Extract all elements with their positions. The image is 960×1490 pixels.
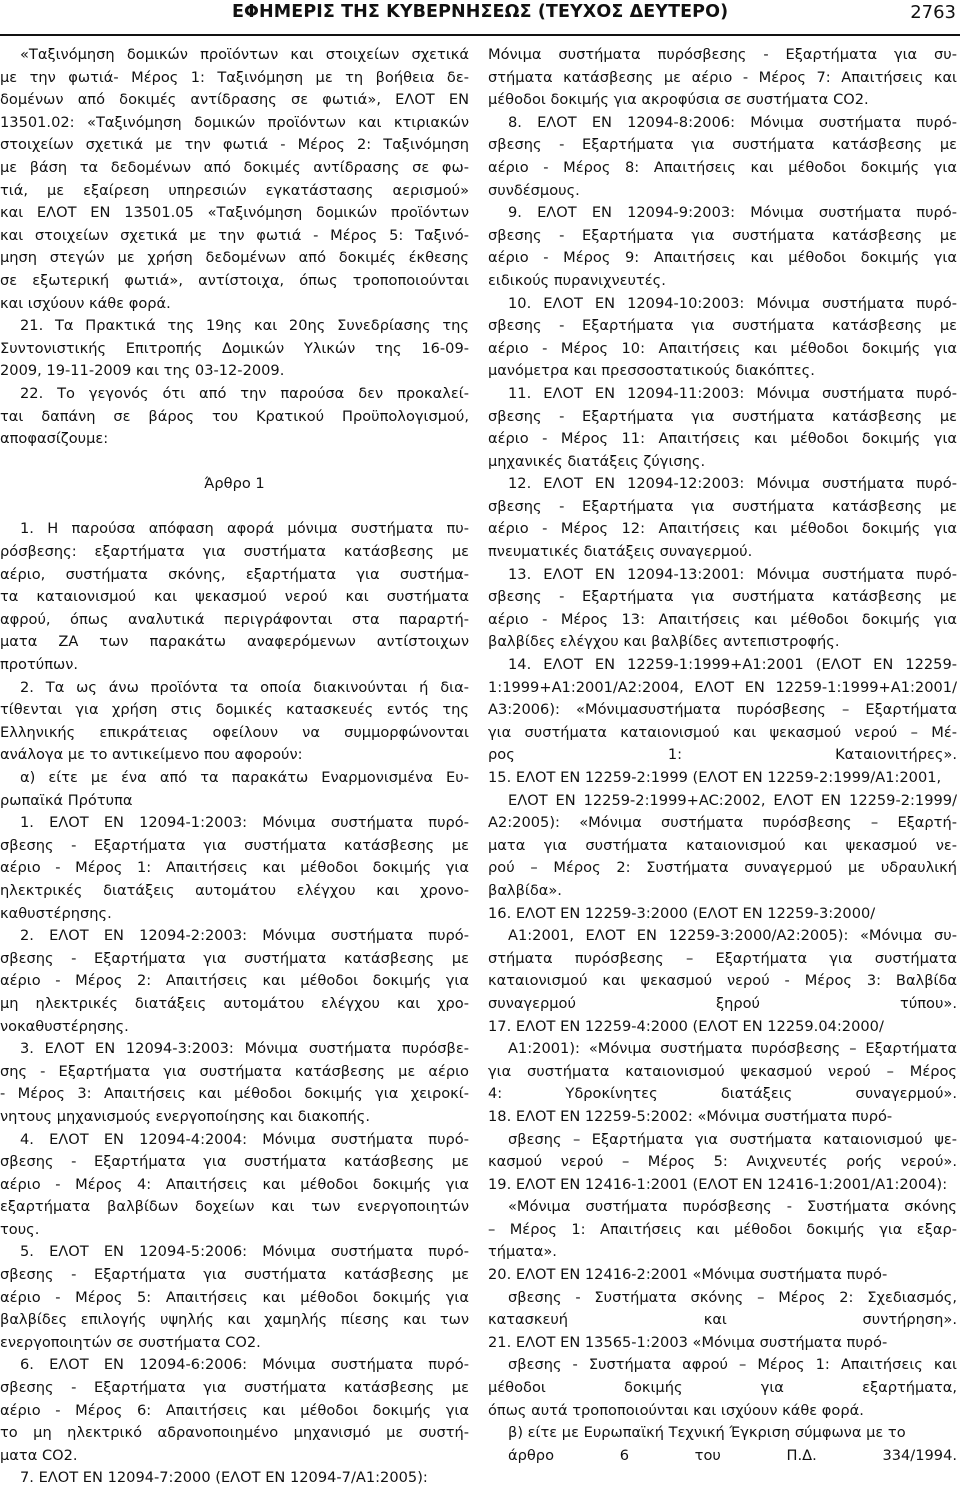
text-line: τίθενται για χρήση στις δομικές κατασκευές εντός της [0, 701, 469, 719]
text-line: ρος 1: Καταιονιτήρες». [488, 746, 957, 764]
text-line: σβεσης - Εξαρτήματα για συστήματα κατάσβεσης με [488, 407, 957, 425]
text-line: το μη ηλεκτρικό αδρανοποιημένο μηχανισμό με συστή- [0, 1424, 469, 1442]
text-line: στήματα πυρόσβεσης – Εξαρτήματα για συστήματα [488, 949, 957, 967]
text-line: σβεσης - Συστήματα σκόνης – Μέρος 2: Σχεδιασμός, [508, 1288, 957, 1306]
text-line: 1. Η παρούσα απόφαση αφορά μόνιμα συστήματα πυ- [20, 520, 469, 538]
text-line: τους. [0, 1220, 40, 1238]
text-line: 2. ΕΛΟΤ ΕΝ 12094-2:2003: Μόνιμα συστήματα πυρό- [20, 927, 469, 945]
text-line: ηλεκτρικές διατάξεις αυτομάτου ελέγχου και χρονο- [0, 881, 469, 899]
text-line: σβεσης - Εξαρτήματα για συστήματα κατάσβεσης με [0, 836, 469, 854]
text-line: σβεσης - Εξαρτήματα για συστήματα κατάσβεσης με [0, 1266, 469, 1284]
left-column [0, 44, 469, 1487]
text-line: 12. ΕΛΟΤ ΕΝ 12094-12:2003: Μόνιμα συστήματα πυρό- [508, 475, 957, 493]
text-line: ματα CO2. [0, 1446, 78, 1464]
text-line: αέριο - Μέρος 2: Απαιτήσεις και μέθοδοι δοκιμής για [0, 972, 469, 990]
text-line: «Μόνιμα συστήματα πυρόσβεσης - Συστήματα σκόνης [508, 1198, 957, 1216]
text-line: 16. ΕΛΟΤ ΕΝ 12259-3:2000 (ΕΛΟΤ ΕΝ 12259-3:2000/ [488, 904, 876, 922]
text-line: σβεσης - Εξαρτήματα για συστήματα κατάσβεσης με [488, 136, 957, 154]
text-line [0, 496, 469, 519]
text-line: καταιονισμού και ψεκασμού νερού - Μέρος 3: Βαλβίδα [488, 972, 957, 990]
text-line: αέριο - Μέρος 5: Απαιτήσεις και μέθοδοι δοκιμής για [0, 1288, 469, 1306]
text-line: καθυστέρησης. [0, 904, 112, 922]
text-line: Συντονιστικής Επιτροπής Δομικών Υλικών της 16-09- [0, 339, 469, 357]
text-line: σβεσης - Εξαρτήματα για συστήματα κατάσβεσης με [488, 317, 957, 335]
text-line: – Μέρος 1: Απαιτήσεις και μέθοδοι δοκιμής για εξαρ- [488, 1220, 957, 1238]
text-line: συναγερμού ξηρού τύπου». [488, 994, 957, 1012]
header-rule [0, 34, 960, 36]
text-line: τήματα». [488, 1243, 557, 1261]
text-line: αέριο - Μέρος 11: Απαιτήσεις και μέθοδοι δοκιμής για [488, 430, 957, 448]
text-line: αέριο - Μέρος 1: Απαιτήσεις και μέθοδοι δοκιμής για [0, 859, 469, 877]
text-line: αφρού, όπως αναλυτικά περιγράφονται στα παραρτή- [0, 610, 469, 628]
text-line: βαλβίδα». [488, 881, 562, 899]
text-line: κασμού νερού – Μέρος 5: Ανιχνευτές ροής νερού». [488, 1153, 957, 1171]
text-line: σβεσης - Εξαρτήματα για συστήματα κατάσβεσης με [488, 588, 957, 606]
text-line: και ΕΛΟΤ ΕΝ 13501.05 «Ταξινόμηση δομικών προϊόντων [0, 204, 469, 222]
text-line: σβεσης - Εξαρτήματα για συστήματα κατάσβεσης με [0, 1379, 469, 1397]
text-line: ειδικούς πυρανιχνευτές. [488, 271, 666, 289]
text-line: όπως αυτά τροποποιούνται και ισχύουν κάθε φορά. [488, 1401, 864, 1419]
text-line: νητους μηχανισμούς ενεργοποίησης και διακοπής. [0, 1107, 370, 1125]
text-line: 22. Το γεγονός ότι από την παρούσα δεν προκαλεί- [20, 384, 469, 402]
text-line: μέθοδοι δοκιμής για εξαρτήματα, [488, 1379, 957, 1397]
text-line: νοκαθυστέρησης. [0, 1017, 129, 1035]
text-line: Άρθρο 1 [204, 475, 265, 493]
text-line: Α3:2006): «Μόνιμασυστήματα πυρόσβεσης – Εξαρτήματα [488, 701, 957, 719]
text-line: Μόνιμα συστήματα πυρόσβεσης - Εξαρτήματα για συ- [488, 46, 957, 63]
text-line: 13. ΕΛΟΤ ΕΝ 12094-13:2001: Μόνιμα συστήματα πυρό- [508, 565, 957, 583]
text-line: βαλβίδες ελέγχου και βαλβίδες αντεπιστροφής. [488, 633, 840, 651]
text-line: 13501.02: «Ταξινόμηση δομικών προϊόντων και κτιριακών [0, 113, 469, 131]
text-line: μηχανικές διατάξεις ζύγισης. [488, 452, 706, 470]
text-line: μη ηλεκτρικές διατάξεις αυτομάτου ελέγχου και χρο- [0, 994, 469, 1012]
text-line: Α1:2001): «Μόνιμα συστήματα πυρόσβεσης – Εξαρτήματα [508, 1040, 957, 1058]
text-line: 5. ΕΛΟΤ ΕΝ 12094-5:2006: Μόνιμα συστήματα πυρό- [20, 1243, 469, 1261]
text-line: αέριο - Μέρος 6: Απαιτήσεις και μέθοδοι δοκιμής για [0, 1401, 469, 1419]
text-line: 4: Υδροκίνητες διατάξεις συναγερμού». [488, 1085, 957, 1103]
text-line: 4. ΕΛΟΤ ΕΝ 12094-4:2004: Μόνιμα συστήματα πυρό- [20, 1130, 469, 1148]
text-line: με βάση τα δεδομένων από δοκιμές αντίδρασης σε φω- [0, 158, 469, 176]
text-line: 17. ΕΛΟΤ ΕΝ 12259-4:2000 (ΕΛΟΤ ΕΝ 12259.04:2000/ [488, 1017, 884, 1035]
text-line: αέριο - Μέρος 10: Απαιτήσεις και μέθοδοι δοκιμής για [488, 339, 957, 357]
text-line: ΕΛΟΤ ΕΝ 12259-2:1999+AC:2002, ΕΛΟΤ ΕΝ 12259-2:1999/ [508, 791, 957, 809]
text-line: αποφασίζουμε: [0, 430, 109, 448]
text-line: σβεσης - Εξαρτήματα για συστήματα κατάσβεσης με [0, 949, 469, 967]
page-number: 2763 [910, 2, 956, 23]
text-line: 6. ΕΛΟΤ ΕΝ 12094-6:2006: Μόνιμα συστήματα πυρό- [20, 1356, 469, 1374]
text-line: στήματα κατάσβεσης με αέριο - Μέρος 7: Απαιτήσεις και [488, 68, 957, 86]
text-line: Ελληνικής επικράτειας οφείλουν να συμμορφώνονται [0, 723, 469, 741]
text-line: τιά, με εξαίρεση υπηρεσιών εγκατάστασης αερισμού» [0, 181, 469, 199]
text-line: αέριο - Μέρος 13: Απαιτήσεις και μέθοδοι δοκιμής για [488, 610, 957, 628]
text-line: άρθρο 6 του Π.Δ. 334/1994. [508, 1446, 957, 1464]
text-line: μηση στεγών με χρήση δεδομένων από δοκιμές έκθεσης [0, 249, 469, 267]
text-line: σβεσης - Εξαρτήματα για συστήματα κατάσβεσης με [0, 1153, 469, 1171]
text-line: 9. ΕΛΟΤ ΕΝ 12094-9:2003: Μόνιμα συστήματα πυρό- [508, 204, 957, 222]
text-line: α) είτε με ένα από τα παρακάτω Εναρμονισμένα Ευ- [20, 769, 469, 786]
text-line: αέριο, συστήματα σκόνης, εξαρτήματα για συστήμα- [0, 565, 469, 583]
text-line: σης - Εξαρτήματα για συστήματα κατάσβεσης με αέριο [0, 1062, 469, 1080]
text-line: σβεσης - Εξαρτήματα για συστήματα κατάσβεσης με [488, 226, 957, 244]
text-line: αέριο - Μέρος 12: Απαιτήσεις και μέθοδοι δοκιμής για [488, 520, 957, 538]
text-line: σβεσης - Εξαρτήματα για συστήματα κατάσβεσης με [488, 497, 957, 515]
text-line [0, 451, 469, 474]
text-line: με την φωτιά- Μέρος 1: Ταξινόμηση με τη βοήθεια δε- [0, 68, 469, 86]
page-header [0, 0, 960, 32]
text-line: 19. ΕΛΟΤ ΕΝ 12416-1:2001 (ΕΛΟΤ ΕΝ 12416-1:2001/Α1:2004): [488, 1175, 948, 1193]
text-line: ενεργοποιητών σε συστήματα CO2. [0, 1333, 261, 1351]
text-line: Α2:2005): «Μόνιμα συστήματα πυρόσβεσης – Εξαρτή- [488, 814, 957, 832]
text-line: ται δαπάνη σε βάρος του Κρατικού Προϋπολογισμού, [0, 407, 469, 425]
text-line: «Ταξινόμηση δομικών προϊόντων και στοιχείων σχετικά [20, 46, 469, 63]
text-line: σβεσης - Συστήματα αφρού – Μέρος 1: Απαιτήσεις και [508, 1356, 957, 1374]
text-line: 8. ΕΛΟΤ ΕΝ 12094-8:2006: Μόνιμα συστήματα πυρό- [508, 113, 957, 131]
text-line: για συστήματα καταιονισμού και ψεκασμού νερού – Μέ- [488, 723, 957, 741]
text-line: μέθοδοι δοκιμής για ακροφύσια σε συστήματα CO2. [488, 91, 869, 109]
text-line: βαλβίδες επιλογής υψηλής και χαμηλής πίεσης και των [0, 1311, 469, 1329]
text-line: 2009, 19-11-2009 και της 03-12-2009. [0, 362, 285, 380]
text-line: 20. ΕΛΟΤ ΕΝ 12416-2:2001 «Μόνιμα συστήματα πυρό- [488, 1266, 888, 1284]
text-line: σβεσης – Εξαρτήματα για συστήματα καταιονισμού ψε- [508, 1130, 957, 1148]
text-line: εξαρτήματα βαλβίδων δοχείων και των ενεργοποιητών [0, 1198, 469, 1216]
text-line: 7. ΕΛΟΤ ΕΝ 12094-7:2000 (ΕΛΟΤ ΕΝ 12094-7/Α1:2005): [20, 1469, 428, 1487]
text-line: 18. ΕΛΟΤ ΕΝ 12259-5:2002: «Μόνιμα συστήματα πυρό- [488, 1107, 893, 1125]
text-line: τα καταιονισμού και ψεκασμού νερού και συστήματα [0, 588, 469, 606]
text-line: 21. Τα Πρακτικά της 19ης και 20ης Συνεδρίασης της [20, 317, 469, 335]
text-line: 1:1999+Α1:2001/Α2:2004, ΕΛΟΤ ΕΝ 12259-1:1999+Α1:2001/ [488, 678, 957, 696]
text-line: β) είτε με Ευρωπαϊκή Τεχνική Έγκριση σύμφωνα με το [508, 1424, 906, 1442]
text-line: δομένων από δοκιμές αντίδρασης σε φωτιά», ΕΛΟΤ ΕΝ [0, 91, 469, 109]
text-line: 14. ΕΛΟΤ ΕΝ 12259-1:1999+Α1:2001 (ΕΛΟΤ ΕΝ 12259- [508, 656, 957, 674]
text-line: στοιχείων σχετικά με την φωτιά - Μέρος 2: Ταξινόμηση [0, 136, 469, 154]
text-line: προτύπων. [0, 656, 79, 674]
text-line: αέριο - Μέρος 9: Απαιτήσεις και μέθοδοι δοκιμής για [488, 249, 957, 267]
text-line: αέριο - Μέρος 8: Απαιτήσεις και μέθοδοι δοκιμής για [488, 158, 957, 176]
text-line: 1. ΕΛΟΤ ΕΝ 12094-1:2003: Μόνιμα συστήματα πυρό- [20, 814, 469, 832]
text-line: - Μέρος 3: Απαιτήσεις και μέθοδοι δοκιμής για χειροκί- [0, 1085, 469, 1103]
text-line: 10. ΕΛΟΤ ΕΝ 12094-10:2003: Μόνιμα συστήματα πυρό- [508, 294, 957, 312]
text-line: 21. ΕΛΟΤ ΕΝ 13565-1:2003 «Μόνιμα συστήματα πυρό- [488, 1333, 888, 1351]
text-line: ανάλογα με το αντικείμενο που αφορούν: [0, 746, 303, 764]
text-line: αέριο - Μέρος 4: Απαιτήσεις και μέθοδοι δοκιμής για [0, 1175, 469, 1193]
text-line: και στοιχείων σχετικά με την φωτιά - Μέρος 5: Ταξινό- [0, 226, 469, 244]
text-line: ρόσβεσης: εξαρτήματα για συστήματα κατάσβεσης με [0, 543, 469, 561]
text-line: κατασκευή και συντήρηση». [488, 1311, 957, 1329]
text-line: για συστήματα καταιονισμού ψεκασμού νερού – Μέρος [488, 1062, 957, 1080]
text-line: ρού – Μέρος 2: Συστήματα συναγερμού με υδραυλική [488, 859, 957, 877]
text-line: μανόμετρα και πρεσσοστατικούς διακόπτες. [488, 362, 815, 380]
text-line: σε εξωτερική φωτιά», αντίστοιχα, όπως τροποποιούνται [0, 271, 469, 289]
text-line: ματα για συστήματα καταιονισμού και ψεκασμού νε- [488, 836, 957, 854]
text-line: 3. ΕΛΟΤ ΕΝ 12094-3:2003: Μόνιμα συστήματα πυρόσβε- [20, 1040, 469, 1058]
text-line: 15. ΕΛΟΤ ΕΝ 12259-2:1999 (ΕΛΟΤ ΕΝ 12259-2:1999/Α1:2001, [488, 769, 942, 786]
text-line: 11. ΕΛΟΤ ΕΝ 12094-11:2003: Μόνιμα συστήματα πυρό- [508, 384, 957, 402]
text-line: πνευματικές διατάξεις συναγερμού. [488, 543, 753, 561]
text-line: ματα ΖΑ των παρακάτω αναφερόμενων αντίστοιχων [0, 633, 469, 651]
text-line: 2. Τα ως άνω προϊόντα τα οποία διακινούνται ή δια- [20, 678, 469, 696]
text-line: ρωπαϊκά Πρότυπα [0, 791, 133, 809]
text-line: συνδέσμους. [488, 181, 580, 199]
text-line: Α1:2001, ΕΛΟΤ ΕΝ 12259-3:2000/Α2:2005): «Μόνιμα συ- [508, 927, 957, 945]
gazette-title: ΕΦΗΜΕΡΙΣ ΤΗΣ ΚΥΒΕΡΝΗΣΕΩΣ (ΤΕΥΧΟΣ ΔΕΥΤΕΡΟ) [232, 2, 729, 22]
right-column [488, 44, 957, 1464]
text-line: και ισχύουν κάθε φορά. [0, 294, 171, 312]
